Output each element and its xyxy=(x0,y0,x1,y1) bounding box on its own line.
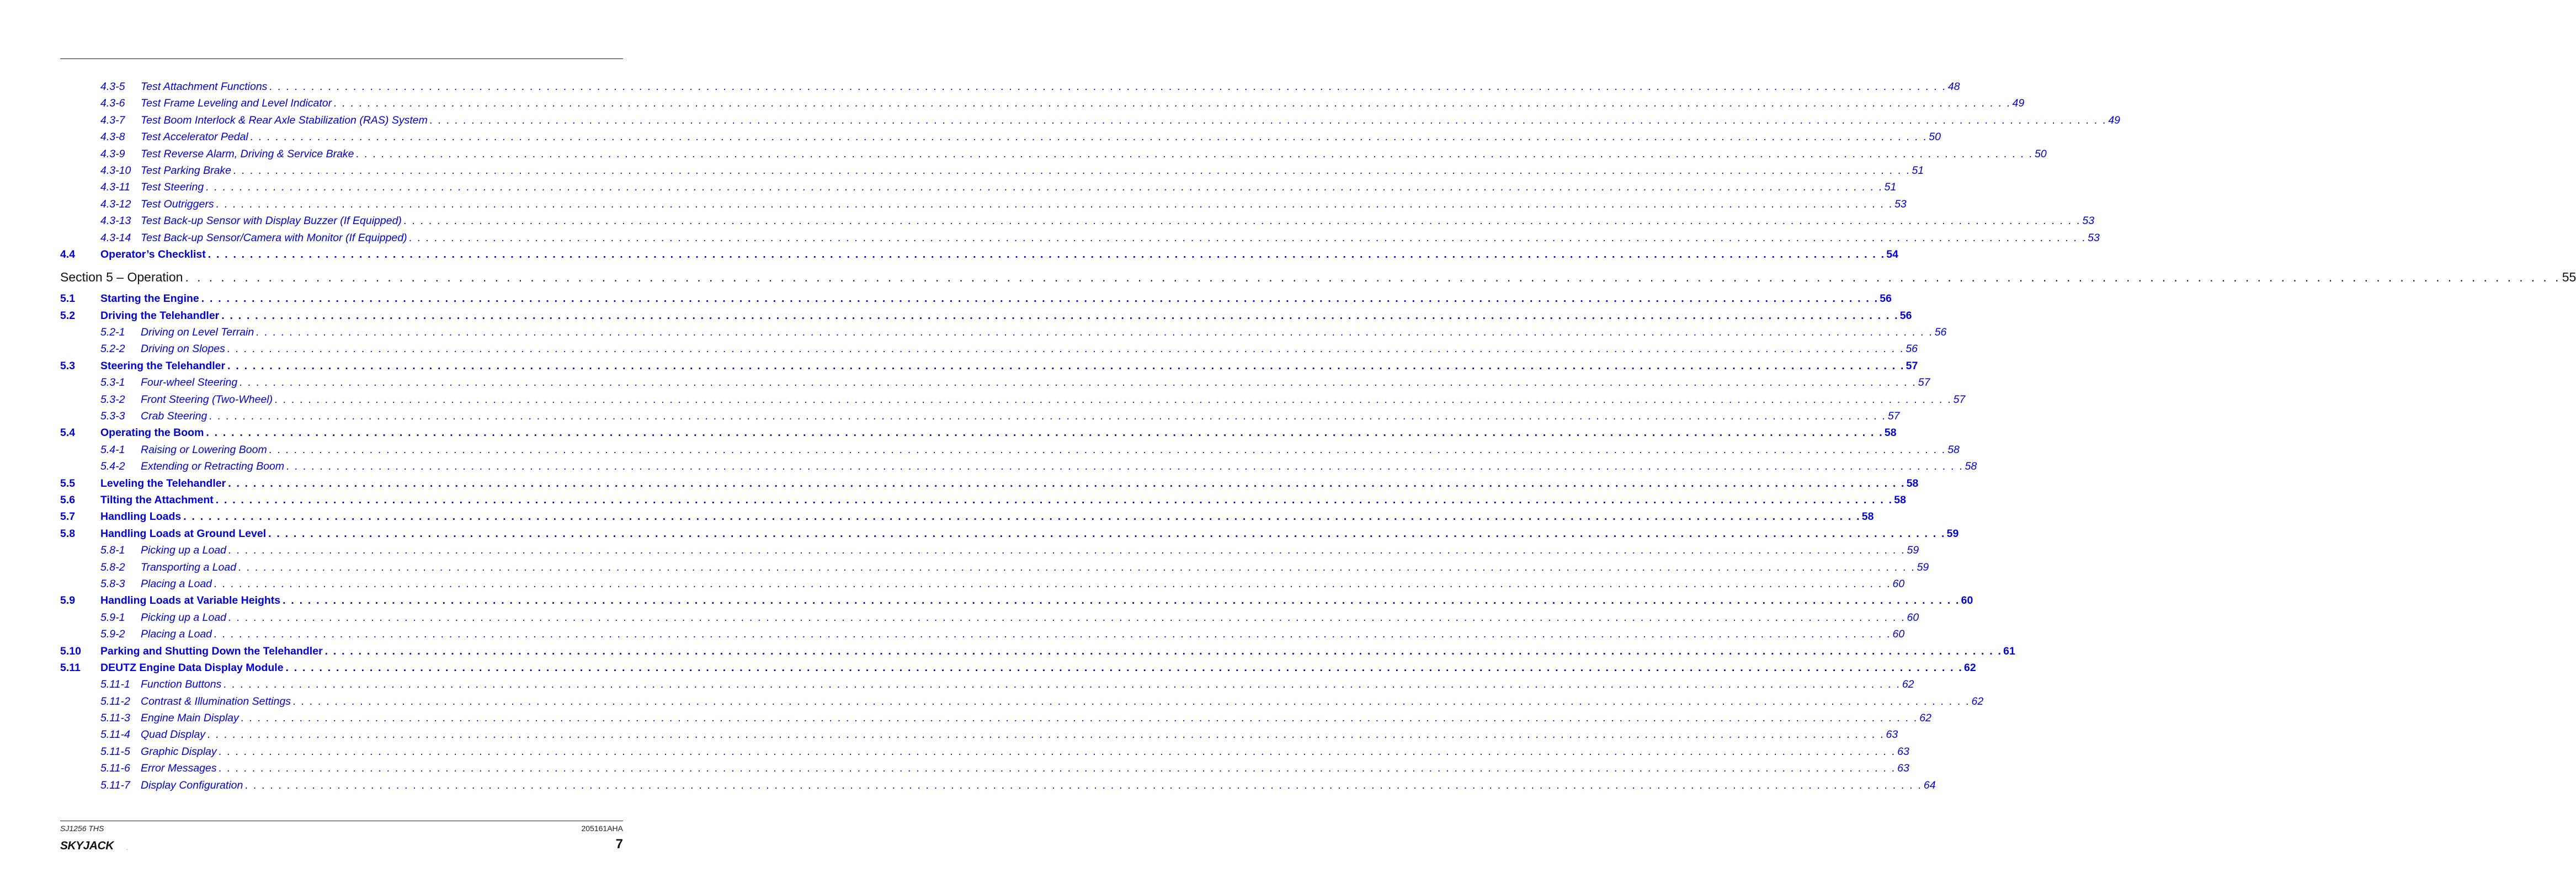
dot-leader: . . . . . . . . . . . . . . . . . . . . . . . . . . . . . . . . . . . . . . . . . . . . . . . . . . . . . . . . . . . . . . . . . . . . . . . . . . . . . . . . . . . . . . . . . . . . . . . . . . . . . . . . . . . . . . . . . . . . . . . . . . . . . . . . . . . . . . . . . . . . . . . . . . . . . . . . . . . . . . . . . . . . . . . . . . . . . . . . . . . . . . . . . . . . . . . . . . . . . . . . xyxy=(223,678,1901,691)
dot-leader: . . . . . . . . . . . . . . . . . . . . . . . . . . . . . . . . . . . . . . . . . . . . . . . . . . . . . . . . . . . . . . . . . . . . . . . . . . . . . . . . . . . . . . . . . . . . . . . . . . . . . . . . . . . . . . . . . . . . . . . . . . . . . . . . . . . . . . . . . . . . . . . . . . . . . . . . . . . . . . . . . . . . . . . . . . . . . . . . . . . . . . . . . . . . . . . . . . . . . . . . xyxy=(221,309,1899,322)
toc-entry-title: Test Back-up Sensor/Camera with Monitor (If Equipped) xyxy=(141,231,407,244)
toc-entry-page: 58 xyxy=(1965,460,1977,473)
toc-entry-number: 5.8-2 xyxy=(100,561,125,573)
toc-entry-title: Contrast & Illumination Settings xyxy=(141,695,291,708)
dot-leader: . . . . . . . . . . . . . . . . . . . . . . . . . . . . . . . . . . . . . . . . . . . . . . . . . . . . . . . . . . . . . . . . . . . . . . . . . . . . . . . . . . . . . . . . . . . . . . . . . . . . . . . . . . . . . . . . . . . . . . . . . . . . . . . . . . . . . . . . . . . . . . . . . . . . . . . . . . . . . . . . . . . . . . . . . . . . . . . . . . . . . . . . . . . . . . . . . . . . . . . . xyxy=(206,427,1883,439)
toc-entry-page: 53 xyxy=(2082,215,2095,227)
toc-entry-page: 55 xyxy=(2562,270,2576,285)
toc-entry-page: 56 xyxy=(1899,309,1912,322)
toc-entry-title: Four-wheel Steering xyxy=(141,376,238,389)
dot-leader: . . . . . . . . . . . . . . . . . . . . . . . . . . . . . . . . . . . . . . . . . . . . . . . . . . . . . . . . . . . . . . . . . . . . . . . . . . . . . . . . . . . . . . . . . . . . . . . . . . . . . . . . . . . . . . . . . . . . . . . . . . . . . . . . . . . . . . . . . . . . . . . . . . . . . . . . . . . . . . . . . . . . . . . . . . . . . . . . . . . . . . . . . . . . . . . . . . . . . . . . xyxy=(409,231,2087,244)
dot-leader: . . . . . . . . . . . . . . . . . . . . . . . . . . . . . . . . . . . . . . . . . . . . . . . . . . . . . . . . . . . . . . . . . . . . . . . . . . . . . . . . . . . . . . . . . . . . . . . . . . . . . . . . . . . . . . . . . . . . . . . . . . . . . . . . . . . . . . . . . . . . . . . . . . . . . . . . . . . . . . . . . . . . . . . . . . . . . . . . . . . . . . . . . . . . . . . . . . . . . . . . xyxy=(228,477,1906,490)
toc-entry-page: 58 xyxy=(1861,510,1874,523)
toc-entry[interactable] xyxy=(60,643,2015,659)
dot-leader: . . . . . . . . . . . . . . . . . . . . . . . . . . . . . . . . . . . . . . . . . . . . . . . . . . . . . . . . . . . . . . . . . . . . . . . . . . . . . . . . . . . . . . . . . . . . . . . . . . . . . . . . . . . . . . . . . . . . . . . . . . . . . . . . . . . . . . . . . . . . . . . . . . . . . . . . . . . . . . . . . . . . . . . . . . . . . . . . . . . . . . . . . . . . . . . . . . . . . . . . xyxy=(219,762,1897,775)
toc-entry-page: 57 xyxy=(1906,359,1918,372)
dot-leader: . . . . . . . . . . . . . . . . . . . . . . . . . . . . . . . . . . . . . . . . . . . . . . . . . . . . . . . . . . . . . . . . . . . . . . . . . . . . . . . . . . . . . . . . . . . . . . . . . . . . . . . . . . . . . . . . . . . . . . . . . . . . . . . . . . . . . . . . . . . . . . . . . . . . . . . . . . . . . . . . . . . . . . . . . . . . . . . . . . . . . . . . . . . . . . . . . . . . . . . . xyxy=(256,326,1934,339)
toc-entry-number: 5.11-1 xyxy=(100,678,130,691)
toc-entry-page: 60 xyxy=(1961,594,1973,607)
dot-leader: . . . . . . . . . . . . . . . . . . . . . . . . . . . . . . . . . . . . . . . . . . . . . . . . . . . . . . . . . . . . . . . . . . . . . . . . . . . . . . . . . . . . . . . . . . . . . . . . . . . . . . . . . . . . . . . . . . . . . . . . . . . . . . . . . . . . . . . . . . . . . . . . . . . . . . . . . . . . . . . . . . . . . . . . . . . . . . . . . . . . . . . . . . . . . . . . . . . . . . . . xyxy=(250,131,1928,143)
toc-entry-title: Front Steering (Two-Wheel) xyxy=(141,393,273,406)
toc-entry-number: 5.3-3 xyxy=(100,410,125,423)
toc-entry-page: 62 xyxy=(1919,712,1931,725)
toc-entry-number: 4.3-8 xyxy=(100,131,125,143)
toc-entry-number: 5.9-1 xyxy=(100,611,125,624)
toc-entry-number: 5.5 xyxy=(60,477,76,490)
toc-entry-page: 60 xyxy=(1892,577,1905,590)
toc-entry-page: 57 xyxy=(1918,376,1930,389)
dot-leader: . . . . . . . . . . . . . . . . . . . . . . . . . . . . . . . . . . . . . . . . . . . . . . . . . . . . . . . . . . . . . . . . . . . . . . . . . . . . . . . . . . . . . . . . . . . . . . . . . . . . . . . . . . . . . . . . . . . . . . . . . . . . . . . . . . . . . . . . . . . . . . . . . . . . . . . . . . . . . . . . . . . . . . . . . . . . . . . . . . . . . . . . . . . . . . . . . . . . . . . . xyxy=(214,628,1892,641)
page-number: 7 xyxy=(615,837,623,852)
toc-entry-title: Test Steering xyxy=(141,181,204,194)
toc-entry-title: Picking up a Load xyxy=(141,611,227,624)
toc-entry-number: 5.9 xyxy=(60,594,76,607)
toc-entry-title: Test Parking Brake xyxy=(141,164,232,177)
toc-entry-number: 4.3-14 xyxy=(100,231,131,244)
toc-entry[interactable] xyxy=(60,525,1959,542)
toc-entry-number: 5.10 xyxy=(60,645,81,657)
toc-entry-number: 5.3-2 xyxy=(100,393,125,406)
toc-entry-title: Test Reverse Alarm, Driving & Service Brake xyxy=(141,147,354,160)
toc-entry-title: Crab Steering xyxy=(141,410,207,423)
dot-leader: . . . . . . . . . . . . . . . . . . . . . . . . . . . . . . . . . . . . . . . . . . . . . . . . . . . . . . . . . . . . . . . . . . . . . . . . . . . . . . . . . . . . . . . . . . . . . . . . . . . . . . . . . . . . . . . . . . . . . . . . . . . . . . . . . . . . . . . . . . . . . . . . . . . . . . . . . . . . . . . . . . . . . . . . . . . . . . . . . . . . . . . . . . . . . . . . . . . . . . . . xyxy=(201,292,1879,305)
toc-entry-page: 60 xyxy=(1892,628,1905,641)
toc-entry-page: 54 xyxy=(1886,248,1898,260)
toc-entry-number: 5.4-2 xyxy=(100,460,125,473)
toc-entry-number: 5.4-1 xyxy=(100,443,125,456)
toc-entry[interactable] xyxy=(60,559,1929,576)
toc-entry-title: Operating the Boom xyxy=(100,427,204,439)
dot-leader: . . . . . . . . . . . . . . . . . . . . . . . . . . . . . . . . . . . . . . . . . . . . . . . . . . . . . . . . . . . . . . . . . . . . . . . . . . . . . . . . . . . . . . . . . . . . . . . . . . . . . . . . . . . . . . . . . . . . . . . . . . . . . . . . . . . . . . . . . . . . . . . . . . . . . . . . . . . . . . . . . . . . . . . . . . . . . . . . . . . . . . . . . . . . . . . . . . . . . . . . xyxy=(403,215,2082,227)
toc-entry-title: Handling Loads xyxy=(100,510,182,523)
toc-entry[interactable] xyxy=(60,341,1918,357)
dot-leader: . . . . . . . . . . . . . . . . . . . . . . . . . . . . . . . . . . . . . . . . . . . . . . . . . . . . . . . . . . . . . . . . . . . . . . . . . . . . . . . . . . . . . . . . . . . . . . . . . . . . . . . . . . . . . . . . . . . . . . . . . . . . . . . . . . . . . . . . . . . . . . . . . . . . . . . . . . . . . . . . . . . . . . . . . . . . . . . . . . . . . . . . . . . . . . . . . . . . . . . . xyxy=(285,661,1963,674)
toc-entry-number: 5.11-7 xyxy=(100,779,130,791)
dot-leader: . . . . . . . . . . . . . . . . . . . . . . . . . . . . . . . . . . . . . . . . . . . . . . . . . . . . . . . . . . . . . . . . . . . . . . . . . . . . . . . . . . . . . . . . . . . . . . . . . . . . . . . . . . . . . . . . . . . . . . . . . . . . . . . . . . . . . . . . . . . . . . . . . . . . . . . . . . . . . . . . . . . . . . . . . . . . . . . . . . . . . . . . . . . . . . . . . . . . . . . . xyxy=(207,248,1886,260)
toc-entry[interactable] xyxy=(60,408,1900,424)
toc-entry[interactable] xyxy=(60,508,1874,525)
dot-leader: . . . . . . . . . . . . . . . . . . . . . . . . . . . . . . . . . . . . . . . . . . . . . . . . . . . . . . . . . . . . . . . . . . . . . . . . . . . . . . . . . . . . . . . . . . . . . . . . . . . . . . . . . . . . . . . . . . . . . . . . . . . . . . . . . . . . . . . . . . . . . . . . . . . . . . . . . . . . . . . . . . . . . . . . . . . . . . . . . . . . . . . . . . . . . . . . . . . . . . . . xyxy=(227,359,1905,372)
toc-entry-number: 5.7 xyxy=(60,510,76,523)
toc-entry-page: 53 xyxy=(1894,198,1907,210)
toc-entry-number: 5.4 xyxy=(60,427,76,439)
toc-entry[interactable] xyxy=(60,659,1976,676)
toc-entry[interactable] xyxy=(60,146,2047,162)
toc-entry-title: Display Configuration xyxy=(141,779,243,791)
dot-leader: . . . . . . . . . . . . . . . . . . . . . . . . . . . . . . . . . . . . . . . . . . . . . . . . . . . . . . . . . . . . . . . . . . . . . . . . . . . . . . . . . . . . . . . . . . . . . . . . . . . . . . . . . . . . . . . . . . . . . . . . . . . . . . . . . . . . . . . . . . . . . . . . . . . . . . . . . . . . . . . . . . . . . . . . . . . . . . . . . . . . . . . . . . . . . . . . . . . . . . . . xyxy=(233,164,1911,177)
toc-entry-page: 62 xyxy=(1964,661,1976,674)
toc-entry[interactable] xyxy=(60,358,1918,374)
dot-leader: . . . . . . . . . . . . . . . . . . . . . . . . . . . . . . . . . . . . . . . . . . . . . . . . . . . . . . . . . . . . . . . . . . . . . . . . . . . . . . . . . . . . . . . . . . . . . . . . . . . . . . . . . . . . . . . . . . . . . . . . . . . . . . . . . . . . . . . . . . . . . . . . . . . . . . . . . . . . . . . . . . . . . . . . . . . . . . . . . . . . . . . . . . . . . . . . . . . . . . . . xyxy=(286,460,1964,473)
toc-entry-number: 5.11-5 xyxy=(100,745,130,758)
svg-text:SKYJACK: SKYJACK xyxy=(60,839,114,852)
toc-entry-title: Test Accelerator Pedal xyxy=(141,131,248,143)
toc-entry-page: 48 xyxy=(1947,81,1960,93)
toc-entry-number: 5.3-1 xyxy=(100,376,125,389)
toc-entry-page: 63 xyxy=(1886,728,1898,741)
toc-entry-number: 4.3-11 xyxy=(100,181,130,194)
toc-entry[interactable] xyxy=(60,576,1905,592)
toc-entry[interactable] xyxy=(60,307,1912,324)
dot-leader: . . . . . . . . . . . . . . . . . . . . . . . . . . . . . . . . . . . . . . . . . . . . . . . . . . . . . . . . . . . . . . . . . . . . . . . . . . . . . . . . . . . . . . . . . . . . . . . . . . . . . . . . . . . . . . . . . . . . . . . . . . . . . . . . . . . . . . . . . . . . . . . . . . . . . . . . . . . . . . . . . . . . . . . . . . . . . . . . . . . . . . . . . . . . . . . . . . . . . . . . xyxy=(227,343,1905,355)
toc-entry[interactable] xyxy=(60,726,1898,743)
toc-entry-number: 5.2-2 xyxy=(100,343,125,355)
toc-entry[interactable] xyxy=(60,246,1898,263)
toc-entry-title: Tilting the Attachment xyxy=(100,493,214,506)
toc-entry-title: Error Messages xyxy=(141,762,217,775)
toc-entry-title: Handling Loads at Variable Heights xyxy=(100,594,281,607)
toc-entry-page: 59 xyxy=(1946,527,1959,540)
dot-leader: . . . . . . . . . . . . . . . . . . . . . . . . . . . . . . . . . . . . . . . . . . . . . . . . . . . . . . . . . . . . . . . . . . . . . . . . . . . . . . . . . . . . . . . . . . . . . . . . . . . . . . . . . . . . . . . . . . . . . . . . . . . . . . . . . . . . . . . . . . . . . . . . . . . . . . . . . . . . . . . . . . . . . . . . . . . . . . . . . . . . . . . . . . . . . . . . . . . . . . . . xyxy=(324,645,2003,657)
toc-entry-number: 4.3-10 xyxy=(100,164,131,177)
dot-leader: . . . . . . . . . . . . . . . . . . . . . . . . . . . . . . . . . . . . . . . . . . . . . . . . . . . . . . . . . . . . . . . . . . . . . . . . . . . . . . . . . . . . . . . . . . . . . . . . . . . . . . . . . . . . . . . . . . . . . . . . . . . . . . . . . . . . . . . . . . . . . . . . . . . . . . . . . . . . . . . . . . . . . . . . . . . . . . . . . . . . . . . . . . . . . . . . . . . . . . . . xyxy=(216,198,1894,210)
toc-entry-page: 51 xyxy=(1884,181,1897,194)
toc-entry[interactable] xyxy=(60,760,1909,776)
toc-entry-number: 5.3 xyxy=(60,359,76,372)
dot-leader: . . . . . . . . . . . . . . . . . . . . . . . . . . . . . . . . . . . . . . . . . . . . . . . . . . . . . . . . . . . . . . . . . . . . . . . . . . . . . . . . . . . . . . . . . . . . . . . . . . . . . . . . . . . . . . . . . . . . . . . . . . . . . . . . . . . . . . . . . . . . . . . . . . . . . . . . . . . . . . . . . . . . . . . . . . . . . . . . . . . . . . . . . . . . . . . . . . . . . . . . xyxy=(245,779,1923,791)
toc-entry-title: Function Buttons xyxy=(141,678,222,691)
toc-entry-title: Test Frame Leveling and Level Indicator xyxy=(141,97,332,110)
toc-entry[interactable] xyxy=(60,95,2025,111)
toc-entry-page: 56 xyxy=(1906,343,1918,355)
header-rule xyxy=(60,58,623,59)
toc-entry[interactable] xyxy=(60,196,1907,212)
toc-entry-title: Test Boom Interlock & Rear Axle Stabilization (RAS) System xyxy=(141,114,428,126)
toc-entry-page: 62 xyxy=(1902,678,1914,691)
toc-entry-page: 63 xyxy=(1897,762,1909,775)
toc-section-heading[interactable] xyxy=(60,263,2576,290)
dot-leader: . . . . . . . . . . . . . . . . . . . . . . . . . . . . . . . . . . . . . . . . . . . . . . . . . . . . . . . . . . . . . . . . . . . . . . . . . . . . . . . . . . . . . . . . . . . . . . . . . . . . . . . . . . . . . . . . . . . . . . . . . . . . . . . . . . . . . . . . . . . . . . . . . . . . . . . . . . . . . . . . . . . . . . . . . . . . . . . . . . . . . . . . . . . . . . . . . . . . . . . . xyxy=(228,544,1906,557)
toc-entry[interactable] xyxy=(60,324,1947,341)
toc-entry-number: 5.1 xyxy=(60,292,76,305)
toc-entry-title: Operator’s Checklist xyxy=(100,248,206,260)
toc-entry[interactable] xyxy=(60,475,1919,492)
toc-entry-number: 4.3-7 xyxy=(100,114,125,126)
toc-entry[interactable] xyxy=(60,609,1919,626)
toc-entry-title: Starting the Engine xyxy=(100,292,199,305)
toc-entry-title: Driving on Slopes xyxy=(141,343,225,355)
toc-entry-title: Parking and Shutting Down the Telehandler xyxy=(100,645,323,657)
toc-entry-page: 49 xyxy=(2012,97,2025,110)
toc-entry-title: Graphic Display xyxy=(141,745,217,758)
toc-entry-page: 58 xyxy=(1947,443,1960,456)
dot-leader: . . . . . . . . . . . . . . . . . . . . . . . . . . . . . . . . . . . . . . . . . . . . . . . . . . . . . . . . . . . . . . . . . . . . . . . . . . . . . . . . . . . . . . . . . . . . . . . . . . . . . . . . . . . . . . . . . . . . . . . . . . . . . . . . . . . . . . . . . . . . . . . . . . . . . . . . . . . . . . . . . . . . . . . . . . . . . . . . . . . . . . . . . . . . . . . . . . . . . . . . xyxy=(185,270,2561,285)
toc-entry[interactable] xyxy=(60,693,1984,710)
toc-entry-title: Transporting a Load xyxy=(141,561,237,573)
toc-entry-number: 4.3-13 xyxy=(100,215,131,227)
dot-leader: . . . . . . . . . . . . . . . . . . . . . . . . . . . . . . . . . . . . . . . . . . . . . . . . . . . . . . . . . . . . . . . . . . . . . . . . . . . . . . . . . . . . . . . . . . . . . . . . . . . . . . . . . . . . . . . . . . . . . . . . . . . . . . . . . . . . . . . . . . . . . . . . . . . . . . . . . . . . . . . . . . . . . . . . . . . . . . . . . . . . . . . . . . . . . . . . . . . . . . . . xyxy=(238,561,1916,573)
toc-entry-title: Quad Display xyxy=(141,728,206,741)
toc-entry[interactable] xyxy=(60,179,1897,195)
table-of-contents xyxy=(60,78,2576,794)
dot-leader: . . . . . . . . . . . . . . . . . . . . . . . . . . . . . . . . . . . . . . . . . . . . . . . . . . . . . . . . . . . . . . . . . . . . . . . . . . . . . . . . . . . . . . . . . . . . . . . . . . . . . . . . . . . . . . . . . . . . . . . . . . . . . . . . . . . . . . . . . . . . . . . . . . . . . . . . . . . . . . . . . . . . . . . . . . . . . . . . . . . . . . . . . . . . . . . . . . . . . . . . xyxy=(275,393,1952,406)
toc-entry-title: Driving on Level Terrain xyxy=(141,326,254,339)
toc-entry-number: 5.11 xyxy=(60,661,81,674)
dot-leader: . . . . . . . . . . . . . . . . . . . . . . . . . . . . . . . . . . . . . . . . . . . . . . . . . . . . . . . . . . . . . . . . . . . . . . . . . . . . . . . . . . . . . . . . . . . . . . . . . . . . . . . . . . . . . . . . . . . . . . . . . . . . . . . . . . . . . . . . . . . . . . . . . . . . . . . . . . . . . . . . . . . . . . . . . . . . . . . . . . . . . . . . . . . . . . . . . . . . . . . . xyxy=(215,493,1893,506)
dot-leader: . . . . . . . . . . . . . . . . . . . . . . . . . . . . . . . . . . . . . . . . . . . . . . . . . . . . . . . . . . . . . . . . . . . . . . . . . . . . . . . . . . . . . . . . . . . . . . . . . . . . . . . . . . . . . . . . . . . . . . . . . . . . . . . . . . . . . . . . . . . . . . . . . . . . . . . . . . . . . . . . . . . . . . . . . . . . . . . . . . . . . . . . . . . . . . . . . . . . . . . . xyxy=(228,611,1906,624)
dot-leader: . . . . . . . . . . . . . . . . . . . . . . . . . . . . . . . . . . . . . . . . . . . . . . . . . . . . . . . . . . . . . . . . . . . . . . . . . . . . . . . . . . . . . . . . . . . . . . . . . . . . . . . . . . . . . . . . . . . . . . . . . . . . . . . . . . . . . . . . . . . . . . . . . . . . . . . . . . . . . . . . . . . . . . . . . . . . . . . . . . . . . . . . . . . . . . . . . . . . . . . . xyxy=(356,147,2034,160)
toc-entry-page: 50 xyxy=(2035,147,2047,160)
toc-entry-page: 51 xyxy=(1912,164,1924,177)
dot-leader: . . . . . . . . . . . . . . . . . . . . . . . . . . . . . . . . . . . . . . . . . . . . . . . . . . . . . . . . . . . . . . . . . . . . . . . . . . . . . . . . . . . . . . . . . . . . . . . . . . . . . . . . . . . . . . . . . . . . . . . . . . . . . . . . . . . . . . . . . . . . . . . . . . . . . . . . . . . . . . . . . . . . . . . . . . . . . . . . . . . . . . . . . . . . . . . . . . . . . . . . xyxy=(269,443,1947,456)
toc-entry-number: 4.3-5 xyxy=(100,81,125,93)
toc-entry-title: DEUTZ Engine Data Display Module xyxy=(100,661,284,674)
toc-entry-page: 50 xyxy=(1929,131,1941,143)
dot-leader: . . . . . . . . . . . . . . . . . . . . . . . . . . . . . . . . . . . . . . . . . . . . . . . . . . . . . . . . . . . . . . . . . . . . . . . . . . . . . . . . . . . . . . . . . . . . . . . . . . . . . . . . . . . . . . . . . . . . . . . . . . . . . . . . . . . . . . . . . . . . . . . . . . . . . . . . . . . . . . . . . . . . . . . . . . . . . . . . . . . . . . . . . . . . . . . . . . . . . . . . xyxy=(241,712,1919,725)
toc-entry-title: Raising or Lowering Boom xyxy=(141,443,267,456)
toc-entry-number: 5.6 xyxy=(60,493,76,506)
toc-entry[interactable] xyxy=(60,290,1892,307)
toc-entry-number: 4.3-9 xyxy=(100,147,125,160)
toc-entry-page: 57 xyxy=(1953,393,1966,406)
toc-entry-page: 64 xyxy=(1923,779,1936,791)
toc-entry[interactable] xyxy=(60,374,1930,391)
toc-entry-page: 57 xyxy=(1887,410,1900,423)
toc-entry[interactable] xyxy=(60,230,2100,246)
toc-entry-number: 4.3-6 xyxy=(100,97,125,110)
toc-entry[interactable] xyxy=(60,442,1960,458)
dot-leader: . . . . . . . . . . . . . . . . . . . . . . . . . . . . . . . . . . . . . . . . . . . . . . . . . . . . . . . . . . . . . . . . . . . . . . . . . . . . . . . . . . . . . . . . . . . . . . . . . . . . . . . . . . . . . . . . . . . . . . . . . . . . . . . . . . . . . . . . . . . . . . . . . . . . . . . . . . . . . . . . . . . . . . . . . . . . . . . . . . . . . . . . . . . . . . . . . . . . . . . . xyxy=(207,728,1885,741)
toc-entry-number: 5.9-2 xyxy=(100,628,125,641)
toc-entry-title: Extending or Retracting Boom xyxy=(141,460,285,473)
toc-entry-page: 56 xyxy=(1880,292,1892,305)
toc-entry-title: Picking up a Load xyxy=(141,544,227,557)
svg-text:.: . xyxy=(126,846,128,851)
footer-doc-number: 205161AHA xyxy=(581,824,623,833)
toc-entry[interactable] xyxy=(60,777,1936,794)
toc-entry-page: 58 xyxy=(1906,477,1919,490)
dot-leader: . . . . . . . . . . . . . . . . . . . . . . . . . . . . . . . . . . . . . . . . . . . . . . . . . . . . . . . . . . . . . . . . . . . . . . . . . . . . . . . . . . . . . . . . . . . . . . . . . . . . . . . . . . . . . . . . . . . . . . . . . . . . . . . . . . . . . . . . . . . . . . . . . . . . . . . . . . . . . . . . . . . . . . . . . . . . . . . . . . . . . . . . . . . . . . . . . . . . . . . . xyxy=(283,594,1960,607)
toc-entry[interactable] xyxy=(60,542,1919,558)
toc-entry-title: Test Back-up Sensor with Display Buzzer (If Equipped) xyxy=(141,215,402,227)
dot-leader: . . . . . . . . . . . . . . . . . . . . . . . . . . . . . . . . . . . . . . . . . . . . . . . . . . . . . . . . . . . . . . . . . . . . . . . . . . . . . . . . . . . . . . . . . . . . . . . . . . . . . . . . . . . . . . . . . . . . . . . . . . . . . . . . . . . . . . . . . . . . . . . . . . . . . . . . . . . . . . . . . . . . . . . . . . . . . . . . . . . . . . . . . . . . . . . . . . . . . . . . xyxy=(206,181,1883,194)
dot-leader: . . . . . . . . . . . . . . . . . . . . . . . . . . . . . . . . . . . . . . . . . . . . . . . . . . . . . . . . . . . . . . . . . . . . . . . . . . . . . . . . . . . . . . . . . . . . . . . . . . . . . . . . . . . . . . . . . . . . . . . . . . . . . . . . . . . . . . . . . . . . . . . . . . . . . . . . . . . . . . . . . . . . . . . . . . . . . . . . . . . . . . . . . . . . . . . . . . . . . . . . xyxy=(269,81,1947,93)
toc-entry-number: 5.8 xyxy=(60,527,76,540)
dot-leader: . . . . . . . . . . . . . . . . . . . . . . . . . . . . . . . . . . . . . . . . . . . . . . . . . . . . . . . . . . . . . . . . . . . . . . . . . . . . . . . . . . . . . . . . . . . . . . . . . . . . . . . . . . . . . . . . . . . . . . . . . . . . . . . . . . . . . . . . . . . . . . . . . . . . . . . . . . . . . . . . . . . . . . . . . . . . . . . . . . . . . . . . . . . . . . . . . . . . . . . . xyxy=(183,510,1861,523)
toc-entry-number: 5.8-3 xyxy=(100,577,125,590)
toc-entry-page: 61 xyxy=(2003,645,2015,657)
toc-entry[interactable] xyxy=(60,212,2095,229)
dot-leader: . . . . . . . . . . . . . . . . . . . . . . . . . . . . . . . . . . . . . . . . . . . . . . . . . . . . . . . . . . . . . . . . . . . . . . . . . . . . . . . . . . . . . . . . . . . . . . . . . . . . . . . . . . . . . . . . . . . . . . . . . . . . . . . . . . . . . . . . . . . . . . . . . . . . . . . . . . . . . . . . . . . . . . . . . . . . . . . . . . . . . . . . . . . . . . . . . . . . . . . . xyxy=(429,114,2107,126)
toc-entry[interactable] xyxy=(60,391,1966,408)
dot-leader: . . . . . . . . . . . . . . . . . . . . . . . . . . . . . . . . . . . . . . . . . . . . . . . . . . . . . . . . . . . . . . . . . . . . . . . . . . . . . . . . . . . . . . . . . . . . . . . . . . . . . . . . . . . . . . . . . . . . . . . . . . . . . . . . . . . . . . . . . . . . . . . . . . . . . . . . . . . . . . . . . . . . . . . . . . . . . . . . . . . . . . . . . . . . . . . . . . . . . . . . xyxy=(219,745,1897,758)
toc-entry-number: 4.3-12 xyxy=(100,198,131,210)
footer-model: SJ1256 THS xyxy=(60,824,104,833)
toc-entry-number: 4.4 xyxy=(60,248,76,260)
toc-entry[interactable] xyxy=(60,492,1906,508)
toc-entry-page: 60 xyxy=(1907,611,1919,624)
toc-entry-page: 53 xyxy=(2088,231,2100,244)
toc-entry-page: 58 xyxy=(1894,493,1906,506)
toc-entry[interactable] xyxy=(60,743,1909,760)
toc-entry[interactable] xyxy=(60,112,2121,129)
toc-entry-page: 59 xyxy=(1907,544,1919,557)
toc-entry-title: Section 5 – Operation xyxy=(60,270,183,285)
toc-entry-title: Test Attachment Functions xyxy=(141,81,268,93)
dot-leader: . . . . . . . . . . . . . . . . . . . . . . . . . . . . . . . . . . . . . . . . . . . . . . . . . . . . . . . . . . . . . . . . . . . . . . . . . . . . . . . . . . . . . . . . . . . . . . . . . . . . . . . . . . . . . . . . . . . . . . . . . . . . . . . . . . . . . . . . . . . . . . . . . . . . . . . . . . . . . . . . . . . . . . . . . . . . . . . . . . . . . . . . . . . . . . . . . . . . . . . . xyxy=(209,410,1887,423)
toc-entry[interactable] xyxy=(60,162,1924,179)
dot-leader: . . . . . . . . . . . . . . . . . . . . . . . . . . . . . . . . . . . . . . . . . . . . . . . . . . . . . . . . . . . . . . . . . . . . . . . . . . . . . . . . . . . . . . . . . . . . . . . . . . . . . . . . . . . . . . . . . . . . . . . . . . . . . . . . . . . . . . . . . . . . . . . . . . . . . . . . . . . . . . . . . . . . . . . . . . . . . . . . . . . . . . . . . . . . . . . . . . . . . . . . xyxy=(268,527,1946,540)
toc-entry-title: Placing a Load xyxy=(141,628,212,641)
dot-leader: . . . . . . . . . . . . . . . . . . . . . . . . . . . . . . . . . . . . . . . . . . . . . . . . . . . . . . . . . . . . . . . . . . . . . . . . . . . . . . . . . . . . . . . . . . . . . . . . . . . . . . . . . . . . . . . . . . . . . . . . . . . . . . . . . . . . . . . . . . . . . . . . . . . . . . . . . . . . . . . . . . . . . . . . . . . . . . . . . . . . . . . . . . . . . . . . . . . . . . . . xyxy=(214,577,1892,590)
skyjack-logo xyxy=(60,838,132,852)
toc-entry-page: 62 xyxy=(1971,695,1984,708)
toc-entry[interactable] xyxy=(60,424,1897,441)
toc-entry-title: Steering the Telehandler xyxy=(100,359,226,372)
toc-entry-number: 5.2 xyxy=(60,309,76,322)
toc-entry-number: 5.11-2 xyxy=(100,695,130,708)
toc-entry-number: 5.11-3 xyxy=(100,712,130,725)
toc-entry-page: 63 xyxy=(1897,745,1909,758)
dot-leader: . . . . . . . . . . . . . . . . . . . . . . . . . . . . . . . . . . . . . . . . . . . . . . . . . . . . . . . . . . . . . . . . . . . . . . . . . . . . . . . . . . . . . . . . . . . . . . . . . . . . . . . . . . . . . . . . . . . . . . . . . . . . . . . . . . . . . . . . . . . . . . . . . . . . . . . . . . . . . . . . . . . . . . . . . . . . . . . . . . . . . . . . . . . . . . . . . . . . . . . . xyxy=(293,695,1971,708)
toc-entry-title: Leveling the Telehandler xyxy=(100,477,226,490)
dot-leader: . . . . . . . . . . . . . . . . . . . . . . . . . . . . . . . . . . . . . . . . . . . . . . . . . . . . . . . . . . . . . . . . . . . . . . . . . . . . . . . . . . . . . . . . . . . . . . . . . . . . . . . . . . . . . . . . . . . . . . . . . . . . . . . . . . . . . . . . . . . . . . . . . . . . . . . . . . . . . . . . . . . . . . . . . . . . . . . . . . . . . . . . . . . . . . . . . . . . . . . . xyxy=(239,376,1917,389)
toc-entry-title: Driving the Telehandler xyxy=(100,309,220,322)
toc-entry-title: Test Outriggers xyxy=(141,198,214,210)
toc-entry-page: 49 xyxy=(2108,114,2121,126)
toc-entry-number: 5.11-4 xyxy=(100,728,130,741)
toc-entry[interactable] xyxy=(60,592,1973,609)
toc-entry-page: 58 xyxy=(1884,427,1897,439)
toc-entry[interactable] xyxy=(60,458,1977,475)
toc-entry-title: Engine Main Display xyxy=(141,712,239,725)
toc-entry-page: 56 xyxy=(1934,326,1947,339)
toc-entry[interactable] xyxy=(60,78,1960,95)
toc-entry-title: Placing a Load xyxy=(141,577,212,590)
toc-entry-number: 5.8-1 xyxy=(100,544,125,557)
dot-leader: . . . . . . . . . . . . . . . . . . . . . . . . . . . . . . . . . . . . . . . . . . . . . . . . . . . . . . . . . . . . . . . . . . . . . . . . . . . . . . . . . . . . . . . . . . . . . . . . . . . . . . . . . . . . . . . . . . . . . . . . . . . . . . . . . . . . . . . . . . . . . . . . . . . . . . . . . . . . . . . . . . . . . . . . . . . . . . . . . . . . . . . . . . . . . . . . . . . . . . . . xyxy=(334,97,2011,110)
toc-entry-page: 59 xyxy=(1917,561,1929,573)
toc-entry-number: 5.2-1 xyxy=(100,326,125,339)
toc-entry[interactable] xyxy=(60,129,1941,145)
toc-entry[interactable] xyxy=(60,710,1931,726)
toc-entry[interactable] xyxy=(60,676,1914,693)
toc-entry-number: 5.11-6 xyxy=(100,762,130,775)
toc-entry[interactable] xyxy=(60,626,1905,642)
toc-entry-title: Handling Loads at Ground Level xyxy=(100,527,267,540)
